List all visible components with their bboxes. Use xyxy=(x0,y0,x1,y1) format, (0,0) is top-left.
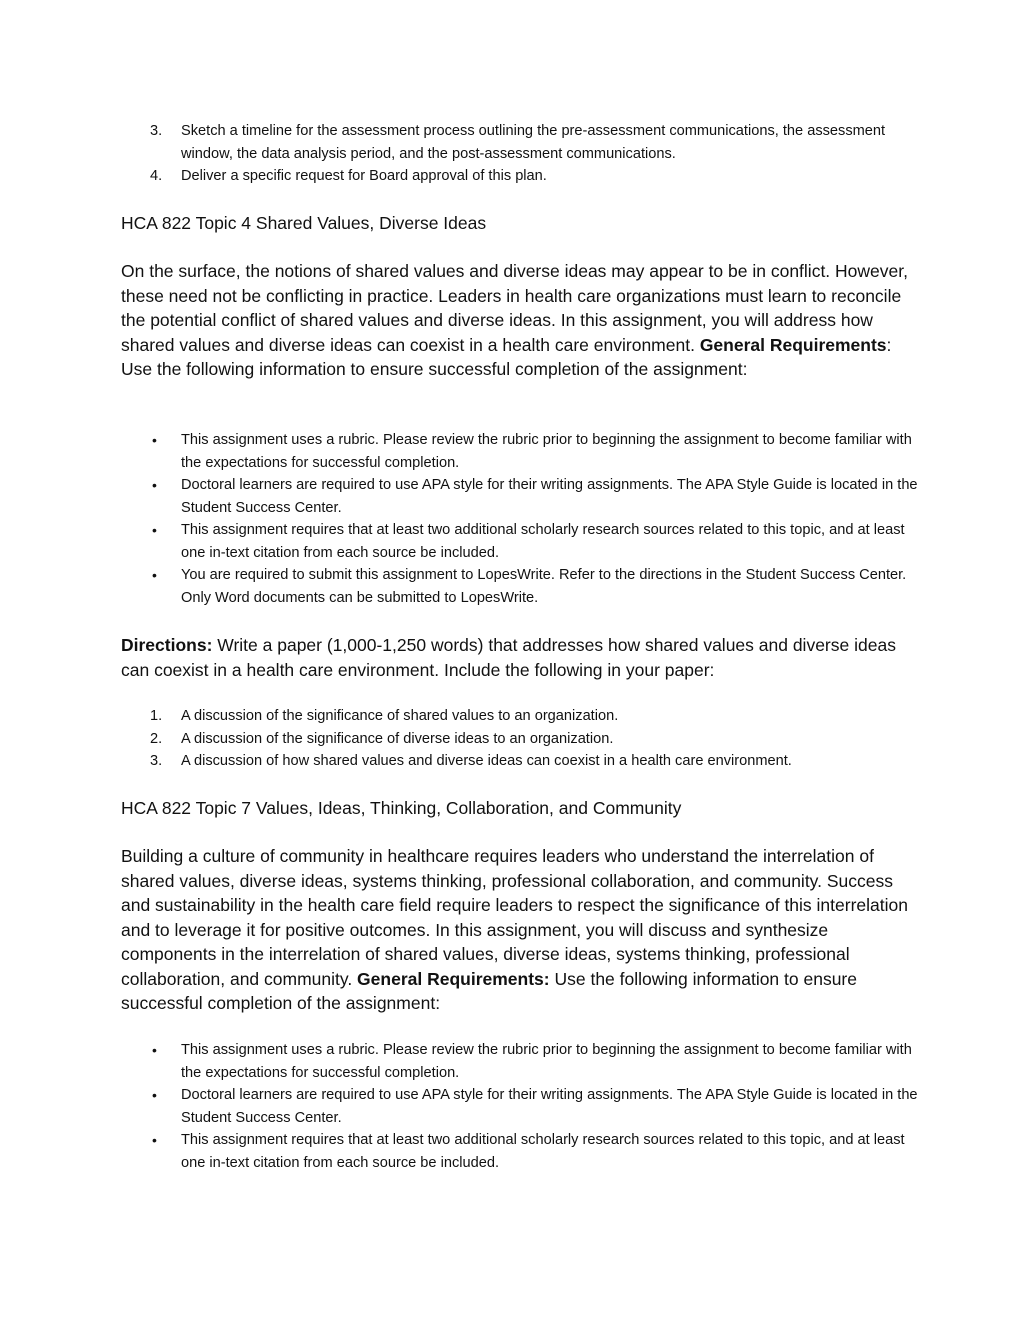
list-number: 1. xyxy=(150,708,163,724)
topic4-requirements-label: General Requirements xyxy=(699,334,887,355)
bullet-icon: • xyxy=(152,522,157,538)
list-item-text: A discussion of the significance of diverse ideas to an organization. xyxy=(181,730,614,747)
directions-label: Directions: xyxy=(121,635,213,655)
list-item-text: This assignment requires that at least two additional scholarly research sources related to this topic, and at least one in-text citation from each source be included. xyxy=(181,1132,905,1171)
list-item-text: This assignment uses a rubric. Please review the rubric prior to beginning the assignment to become familiar with the expectations for successful completion. xyxy=(181,1042,912,1081)
list-item xyxy=(120,1129,920,1174)
bullet-icon: • xyxy=(152,1042,157,1058)
list-item xyxy=(120,750,920,773)
list-item xyxy=(120,1084,920,1129)
bullet-icon: • xyxy=(152,1087,157,1103)
bullet-icon: • xyxy=(152,477,157,493)
list-item-text: This assignment requires that at least two additional scholarly research sources related to this topic, and at least one in-text citation from each source be included. xyxy=(181,522,905,561)
list-item-text: Doctoral learners are required to use APA style for their writing assignments. The APA Style Guide is located in the Student Success Center. xyxy=(181,477,918,516)
list-item-text: You are required to submit this assignment to LopesWrite. Refer to the directions in the Student Success Center. Only Word documents can be submitted to LopesWrite. xyxy=(181,567,907,606)
topic4-heading: HCA 822 Topic 4 Shared Values, Diverse Ideas xyxy=(121,213,487,233)
list-item-text: A discussion of how shared values and diverse ideas can coexist in a health care environment. xyxy=(181,753,792,769)
list-item xyxy=(120,728,920,751)
topic4-directions-list xyxy=(120,705,920,773)
list-item xyxy=(120,519,920,564)
list-item xyxy=(120,1039,920,1084)
topic4-requirements-text: : Use the following information to ensure successful completion of the assignment: xyxy=(121,334,892,379)
list-number: 3. xyxy=(150,123,163,139)
list-item-text: A discussion of the significance of shared values to an organization. xyxy=(181,708,619,724)
topic4-intro-paragraph xyxy=(121,259,911,382)
list-number: 3. xyxy=(150,753,163,769)
list-number: 4. xyxy=(150,168,163,184)
list-item-text: Deliver a specific request for Board approval of this plan. xyxy=(181,168,547,184)
list-item xyxy=(120,474,920,519)
list-item xyxy=(120,165,920,188)
topic7-requirements-label: General Requirements: xyxy=(357,968,550,989)
topic7-requirements-text: Use the following information to ensure successful completion of the assignment: xyxy=(121,968,857,1013)
bullet-icon: • xyxy=(152,567,157,583)
list-item xyxy=(120,705,920,728)
topic4-directions-paragraph xyxy=(121,633,911,682)
directions-text: Write a paper (1,000-1,250 words) that addresses how shared values and diverse ideas can coexist in a health care environment. Include the following in your paper: xyxy=(121,635,896,680)
list-item xyxy=(120,429,920,474)
list-item xyxy=(120,564,920,609)
topic7-intro-paragraph xyxy=(121,844,911,1016)
list-item-text: This assignment uses a rubric. Please review the rubric prior to beginning the assignment to become familiar with the expectations for successful completion. xyxy=(181,432,912,471)
list-number: 2. xyxy=(150,730,163,747)
bullet-icon: • xyxy=(152,1132,157,1148)
bullet-icon: • xyxy=(152,432,157,448)
list-item-text: Doctoral learners are required to use APA style for their writing assignments. The APA Style Guide is located in the Student Success Center. xyxy=(181,1087,918,1126)
list-item-text: Sketch a timeline for the assessment process outlining the pre-assessment communications, the assessment window, the data analysis period, and the post-assessment communications. xyxy=(181,123,886,162)
topic7-heading: HCA 822 Topic 7 Values, Ideas, Thinking, Collaboration, and Community xyxy=(121,798,682,818)
topic7-requirements-list xyxy=(120,1039,920,1174)
topic7-intro-text: Building a culture of community in healthcare requires leaders who understand the interrelation of shared values, diverse ideas, systems thinking, professional collaboration, and community. Success and sustainability in the health care field require leaders to respect the significance of this interrelation and to leverage it for positive outcomes. In this assignment, you will discuss and synthesize components in the interrelation of shared values, diverse ideas, systems thinking, professional collaboration, and community. xyxy=(121,846,908,989)
topic4-requirements-list xyxy=(120,429,920,609)
assessment-plan-list xyxy=(120,120,920,188)
list-item xyxy=(120,120,920,165)
topic4-intro-text: On the surface, the notions of shared values and diverse ideas may appear to be in conflict. However, these need not be conflicting in practice. Leaders in health care organizations must learn to reconcile the potential conflict of shared values and diverse ideas. In this assignment, you will address how shared values and diverse ideas can coexist in a health care environment. xyxy=(121,261,908,355)
